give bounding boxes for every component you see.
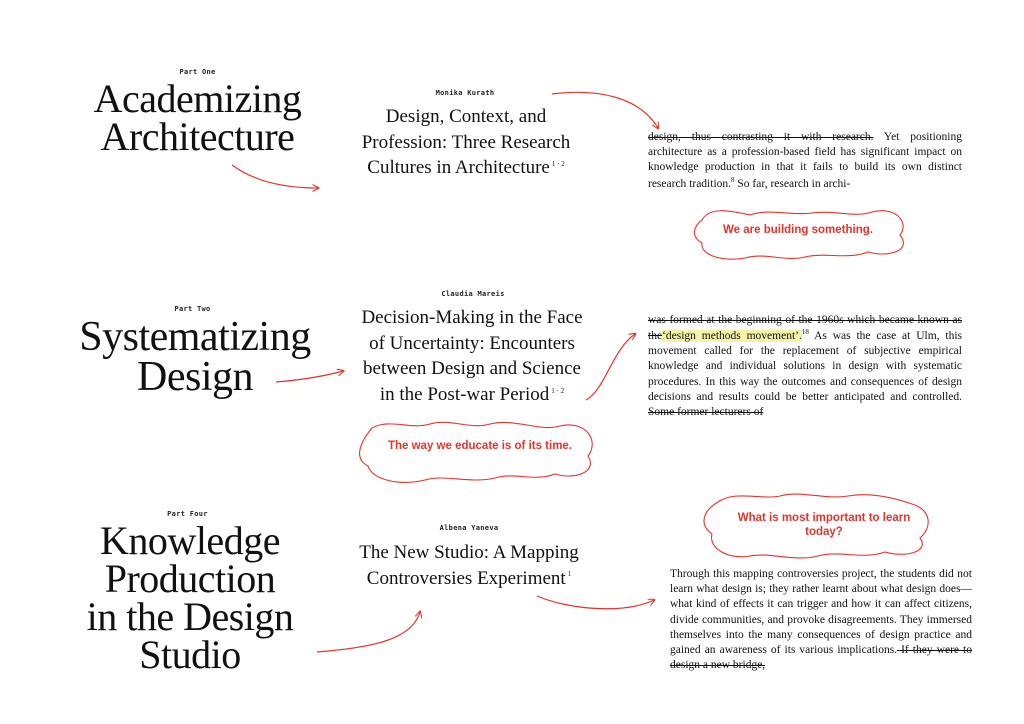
author-name: Claudia Mareis [441, 290, 505, 298]
note-ref: 8 [731, 175, 735, 184]
part-label: Part Four [167, 510, 208, 518]
struck-text: If they were to design a new bridge, [670, 643, 972, 672]
struck-text: Some former lecturers of [648, 405, 764, 418]
title-line: Academizing [93, 76, 302, 121]
part-label: Part Two [174, 305, 211, 313]
article-title-line: Profession: Three Research [361, 131, 571, 153]
title-line: Knowledge [100, 518, 280, 563]
article-title-line: Controversies Experiment $^1$ [366, 567, 572, 589]
article-title-line: in the Post-war Period $^{1 \cdot 2}$ [379, 383, 565, 405]
title-line: in the Design [86, 594, 294, 639]
excerpt [670, 567, 972, 673]
excerpt-text: Through this mapping controversies project, the students did not learn what design is; they rather learnt about what design does—what kind of effects it can trigger and how it can affect citizens, divide communities, and provoke disagreements. They immersed themselves into the many consequences of design practice and gained an awareness of its various implications. [670, 568, 972, 656]
arrow-3a [317, 612, 420, 652]
struck-text: design, thus contrasting it with research. [648, 131, 874, 143]
section-title [55, 518, 325, 677]
footnote-mark: 1 · 2 [551, 386, 565, 395]
struck-text: was formed at the beginning of the 1960s which became known as the [648, 314, 962, 342]
highlighted-text: ‘design methods movement’. [662, 330, 802, 342]
callout-text: The way we educate is of its time. [387, 440, 573, 452]
section-title [55, 314, 335, 400]
article-title [333, 540, 605, 591]
excerpt-text: As was the case at Ulm, this movement called for the replacement of subjective empirical knowledge and individual solutions in design with systematic procedures. In this way the outcomes and consequences of design decisions and results could be better anticipated and controlled. [648, 330, 962, 403]
author-name: Albena Yaneva [439, 524, 499, 532]
excerpt-tail: So far, research in archi- [734, 177, 851, 190]
excerpt-text: Yet positioning architecture as a profession-based field has significant impact on knowledge production in that it fails to build its own distinct research tradition. [648, 131, 962, 190]
excerpt [648, 130, 962, 192]
article-title-line: The New Studio: A Mapping [359, 542, 579, 563]
note-ref: 18 [801, 328, 809, 337]
title-line: Architecture [100, 114, 295, 159]
author-name: Monika Kurath [435, 89, 495, 97]
article-title-line: of Uncertainty: Encounters [369, 332, 575, 354]
callout-text: What is most important to learn today? [737, 512, 911, 538]
callout-text: We are building something. [723, 224, 873, 236]
arrow-1a [232, 165, 318, 188]
title-line: Production [104, 556, 276, 601]
footnote-mark: 1 · 2 [551, 159, 565, 168]
section-title [60, 76, 335, 159]
article-title-line: Decision-Making in the Face [361, 307, 583, 328]
excerpt [648, 313, 962, 420]
title-line: Studio [139, 632, 241, 677]
article-title [336, 305, 608, 408]
title-line: Design [137, 353, 253, 400]
footnote-mark: 1 [567, 570, 572, 579]
article-title-line: Cultures in Architecture $^{1 \cdot 2}$ [367, 157, 565, 179]
arrow-3b [537, 596, 654, 609]
article-title [330, 104, 602, 181]
part-label: Part One [179, 68, 216, 76]
article-title-line: Design, Context, and [385, 106, 547, 127]
title-line: Systematizing [79, 314, 311, 360]
article-title-line: between Design and Science [363, 358, 581, 380]
